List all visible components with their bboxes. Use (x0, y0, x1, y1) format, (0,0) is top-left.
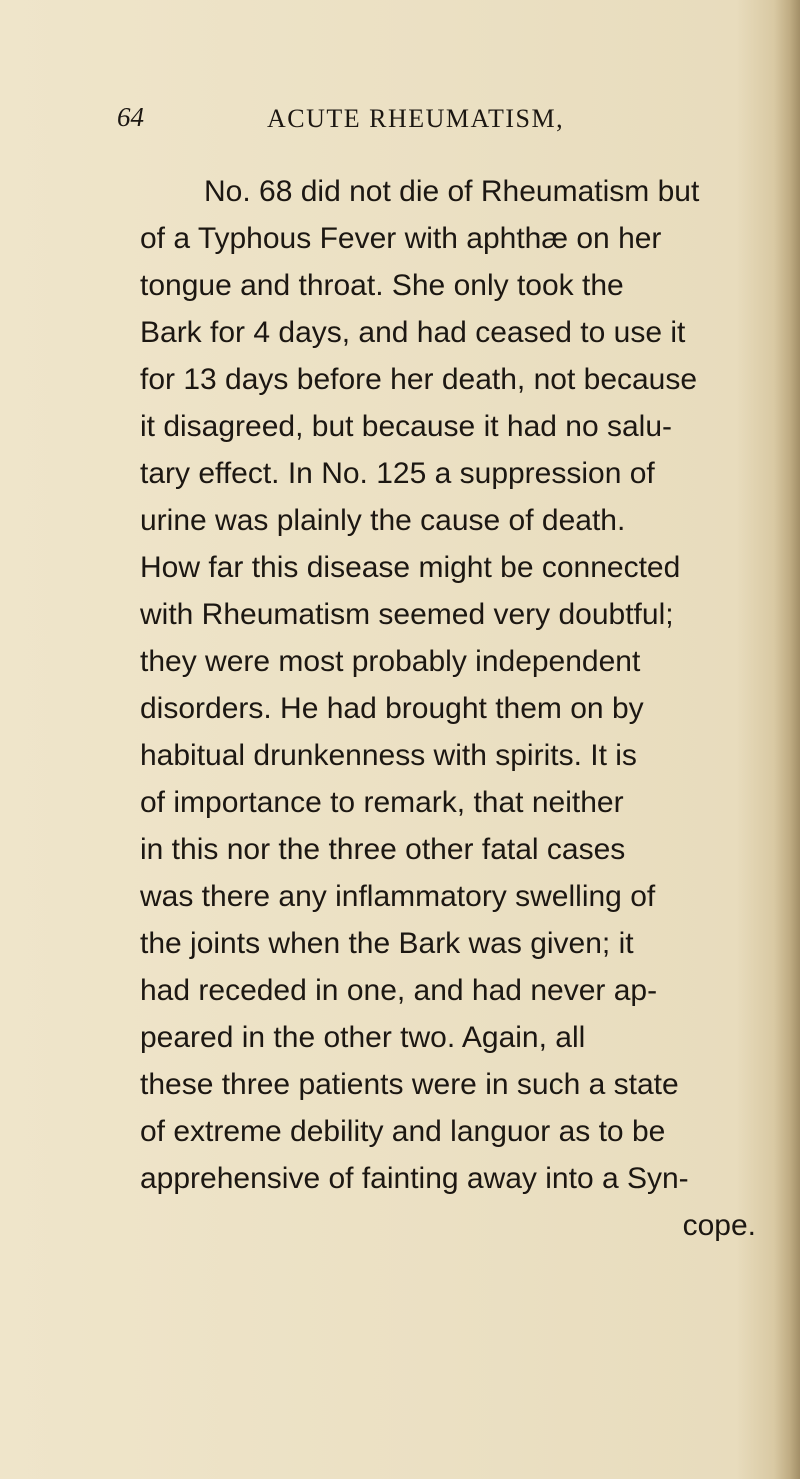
text-line: they were most probably independent (140, 645, 641, 678)
text-line: How far this disease might be connected (140, 551, 681, 584)
text-line: with Rheumatism seemed very doubtful; (140, 598, 674, 631)
text-line: tary effect. In No. 125 a suppression of (140, 457, 655, 490)
text-line: the joints when the Bark was given; it (140, 927, 634, 960)
text-line: No. 68 did not die of Rheumatism but (204, 175, 700, 208)
text-line: these three patients were in such a state (140, 1068, 679, 1101)
text-line: for 13 days before her death, not because (140, 363, 698, 396)
text-line: apprehensive of fainting away into a Syn- (140, 1162, 689, 1195)
page-edge-shadow (774, 0, 800, 1479)
text-line: of importance to remark, that neither (140, 786, 624, 819)
text-line: was there any inflammatory swelling of (140, 880, 656, 913)
text-line: urine was plainly the cause of death. (140, 504, 626, 537)
running-head: ACUTE RHEUMATISM, (267, 104, 565, 133)
text-line: it disagreed, but because it had no salu- (140, 410, 673, 443)
page-number: 64 (117, 102, 144, 132)
text-line: had receded in one, and had never ap- (140, 974, 658, 1007)
page-header (117, 102, 637, 146)
text-line-final: cope. (682, 1209, 756, 1242)
text-line: of extreme debility and languor as to be (140, 1115, 666, 1148)
text-line: Bark for 4 days, and had ceased to use it (140, 316, 686, 349)
body-paragraph (140, 168, 760, 1249)
text-line: of a Typhous Fever with aphthæ on her (140, 222, 662, 255)
text-line: tongue and throat. She only took the (140, 269, 624, 302)
text-line: peared in the other two. Again, all (140, 1021, 586, 1054)
text-line: disorders. He had brought them on by (140, 692, 644, 725)
text-line: in this nor the three other fatal cases (140, 833, 626, 866)
text-line: habitual drunkenness with spirits. It is (140, 739, 637, 772)
